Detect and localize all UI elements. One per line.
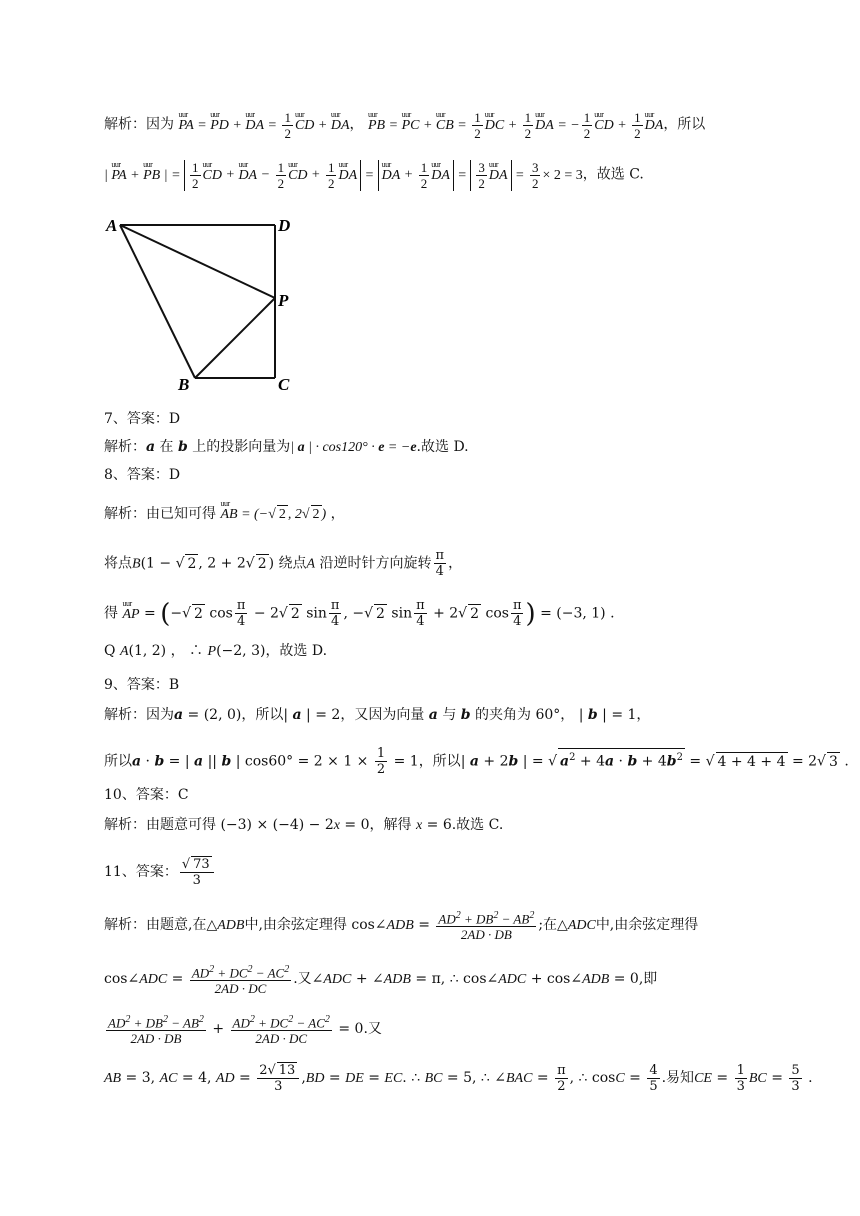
q11-line1: 解析：由题意,在△ADB中,由余弦定理得 cos∠ADB = $\frac{AD^2 + DB^2 - AB^2}{2AD \cdot DB}$ ;在△ADC中,由余弦定理得 <box>104 910 699 943</box>
q10-answer: 10、答案：C <box>104 787 189 803</box>
q11-answer: 11、答案： $\frac{√ 73}{3}$ <box>104 856 216 888</box>
q8-line4: Q A(1, 2) ， ∴ P(−2, 3)，故选 D. <box>104 643 328 659</box>
q7-answer: 7、答案：D <box>104 411 181 427</box>
q8-answer: 8、答案：D <box>104 467 181 483</box>
label-C: C <box>278 375 290 394</box>
label-B: B <box>178 375 190 394</box>
label-A: A <box>106 216 118 235</box>
geometry-figure <box>100 210 300 400</box>
label-P: P <box>278 291 289 310</box>
q11-line3: $\frac{AD^2 + DB^2 - AB^2}{2AD \cdot DB}$ + $\frac{AD^2 + DC^2 - AC^2}{2AD \cdot DC}$ = 0.又 <box>108 1014 382 1047</box>
q8-line1: 解析：由已知可得 uur AB = (−√ 2 , 2√ 2 ) ， <box>104 505 345 524</box>
sol6-line1: 解析：因为 uur PA = uur PD + uur DA = $\frac{1}{2}$ uur CD + uur DA， uur PB = uur PC + uur CB = $\frac{1}{2}$ uur DC + $\frac{1}{2}$ uur DA = − $\frac{1}{2}$ uur CD + $\frac{1}{2}$ uur DA，所以 <box>104 110 705 141</box>
label-D: D <box>278 216 291 235</box>
q7-solution: 解析：a 在 b 上的投影向量为| a | · cos120° · e = −e.故选 D. <box>104 439 469 455</box>
q8-line2: 将点B(1 − √ 2 , 2 + 2√ 2 ) 绕点A 沿逆时针方向旋转 $\frac{\pi}{4}$ ， <box>104 548 463 579</box>
sol6-line2: | uur PA + uur PB | = $\frac{1}{2}$ uur CD + uur DA − $\frac{1}{2}$ uur CD + $\frac{1}{2}$ uur DA = uur DA + $\frac{1}{2}$ uur DA = $\frac{3}{2}$ uur DA = $\frac{3}{2}$ × 2 = 3，故选 C. <box>104 160 644 191</box>
q9-line2: 所以a · b = | a || b | cos60° = 2 × 1 × $\frac{1}{2}$ = 1，所以| a + 2b | = √ $a^2 + 4a \cdot b + 4b^2$ = √ 4 + 4 + 4 = 2√ 3 . <box>104 746 849 777</box>
q11-line2: cos∠ADC = $\frac{AD^2 + DC^2 - AC^2}{2AD \cdot DC}$ .又∠ADC + ∠ADB = π, ∴ cos∠ADC + cos∠ADB = 0,即 <box>104 964 658 997</box>
q9-answer: 9、答案：B <box>104 677 180 693</box>
q10-solution: 解析：由题意可得 (−3) × (−4) − 2x = 0，解得 x = 6.故选 C. <box>104 817 504 833</box>
q11-line4: AB = 3, AC = 4, AD = $\frac{2√ 13}{3}$ ,BD = DE = EC. ∴ BC = 5, ∴ ∠BAC = $\frac{\pi}{2}$ , ∴ cosC = $\frac{4}{5}$ .易知CE = $\frac{1}{3}$ BC = $\frac{5}{3}$ . <box>104 1062 813 1094</box>
q9-line1: 解析：因为a = (2, 0)，所以| a | = 2，又因为向量 a 与 b 的夹角为 60°， | b | = 1， <box>104 707 651 723</box>
q8-line3: 得 uur AP = (−√ 2 cos $\frac{\pi}{4}$ − 2√ 2 sin $\frac{\pi}{4}$ , −√ 2 sin $\frac{\pi}{4}$ + 2√ 2 cos $\frac{\pi}{4}$ ) = (−3, 1) . <box>104 598 615 629</box>
